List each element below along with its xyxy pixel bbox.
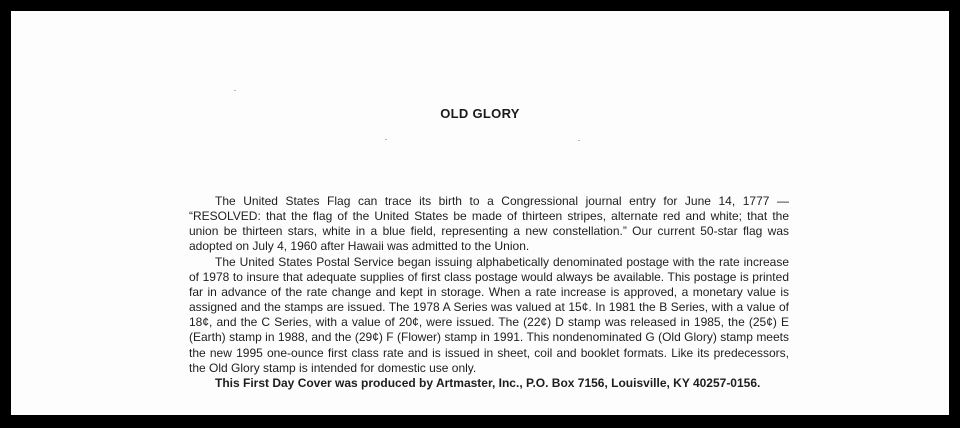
document-page — [11, 11, 949, 415]
credit-line: This First Day Cover was produced by Artmaster, Inc., P.O. Box 7156, Louisville, KY 40257-0156. — [215, 375, 761, 390]
document-body — [189, 194, 789, 391]
print-speck — [578, 140, 580, 141]
paragraph-flag-history: The United States Flag can trace its birth to a Congressional journal entry for June 14, 1777 — “RESOLVED: that the flag of the United States be made of thirteen stripes, alternate red and white; that the union be thirteen stars, white in a blue field, representing a new constellation.” Our current 50-star flag was adopted on July 4, 1960 after Hawaii was admitted to the Union. — [189, 194, 789, 254]
print-speck — [385, 139, 387, 140]
document-title: OLD GLORY — [440, 106, 520, 121]
print-speck — [234, 90, 236, 91]
paragraph-postal-service: The United States Postal Service began issuing alphabetically denominated postage with the rate increase of 1978 to insure that adequate supplies of first class postage would always be available. This postage is printed far in advance of the rate change and kept in storage. When a rate increase is approved, a monetary value is assigned and the stamps are issued. The 1978 A Series was valued at 15¢. In 1981 the B Series, with a value of 18¢, and the C Series, with a value of 20¢, were issued. The (22¢) D stamp was released in 1985, the (25¢) E (Earth) stamp in 1988, and the (29¢) F (Flower) stamp in 1991. This nondenominated G (Old Glory) stamp meets the new 1995 one-ounce first class rate and is issued in sheet, coil and booklet formats. Like its predecessors, the Old Glory stamp is intended for domestic use only. — [189, 254, 789, 375]
